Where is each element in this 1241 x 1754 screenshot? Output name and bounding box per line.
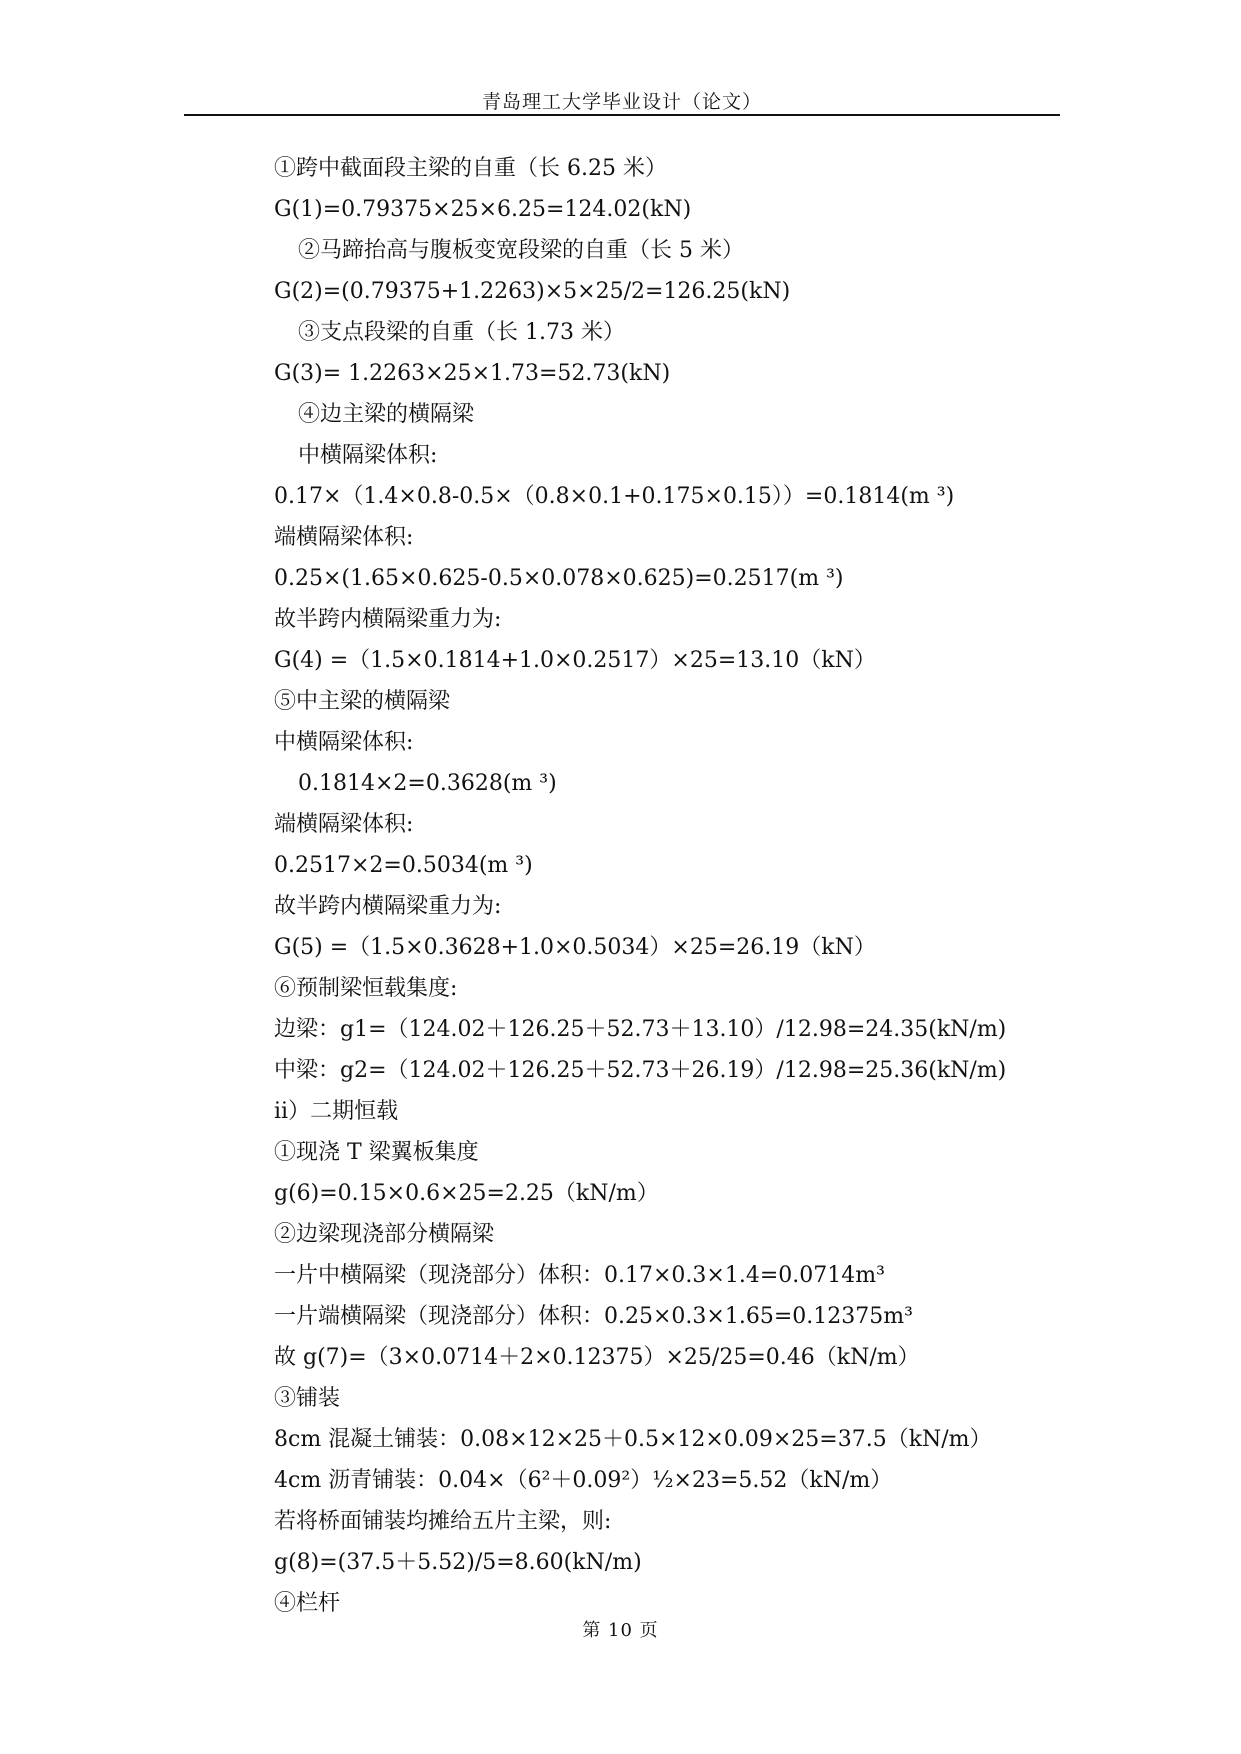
text-line: 4cm 沥青铺装：0.04×（6²＋0.09²）½×23=5.52（kN/m） — [274, 1468, 893, 1493]
text-line: ⑥预制梁恒载集度: — [274, 976, 458, 1001]
text-line: ⑤中主梁的横隔梁 — [274, 689, 451, 714]
text-line: ④边主梁的横隔梁 — [298, 402, 475, 427]
text-line: 中横隔梁体积: — [274, 730, 414, 755]
text-line: G(1)=0.79375×25×6.25=124.02(kN) — [274, 197, 692, 222]
text-line: 端横隔梁体积: — [274, 525, 414, 550]
page-number: 第 10 页 — [582, 1620, 659, 1641]
text-line: 0.1814×2=0.3628(m ³) — [298, 771, 557, 796]
text-line: 端横隔梁体积: — [274, 812, 414, 837]
text-line: 0.17×（1.4×0.8-0.5×（0.8×0.1+0.175×0.15））=0.1814(m ³) — [274, 484, 955, 509]
page-body — [274, 148, 1054, 1624]
text-line: 故 g(7)=（3×0.0714＋2×0.12375）×25/25=0.46（kN/m） — [274, 1345, 920, 1370]
text-line: 中梁：g2=（124.02＋126.25＋52.73＋26.19）/12.98=25.36(kN/m) — [274, 1058, 1007, 1083]
text-line: G(4) =（1.5×0.1814+1.0×0.2517）×25=13.10（kN） — [274, 648, 876, 673]
text-line: ii）二期恒载 — [274, 1099, 399, 1124]
text-line: 中横隔梁体积: — [298, 443, 438, 468]
text-line: G(2)=(0.79375+1.2263)×5×25/2=126.25(kN) — [274, 279, 791, 304]
text-line: G(3)= 1.2263×25×1.73=52.73(kN) — [274, 361, 671, 386]
text-line: 故半跨内横隔梁重力为: — [274, 607, 502, 632]
text-line: 故半跨内横隔梁重力为: — [274, 894, 502, 919]
text-line: 8cm 混凝土铺装：0.08×12×25＋0.5×12×0.09×25=37.5（kN/m） — [274, 1427, 992, 1452]
text-line: ①跨中截面段主梁的自重（长 6.25 米） — [274, 156, 667, 181]
text-line: 边梁：g1=（124.02＋126.25＋52.73＋13.10）/12.98=24.35(kN/m) — [274, 1017, 1007, 1042]
text-line: 若将桥面铺装均摊给五片主梁，则: — [274, 1509, 612, 1534]
text-line: 0.25×(1.65×0.625-0.5×0.078×0.625)=0.2517(m ³) — [274, 566, 844, 591]
text-line: ②马蹄抬高与腹板变宽段梁的自重（长 5 米） — [298, 238, 744, 263]
text-line: g(8)=(37.5＋5.52)/5=8.60(kN/m) — [274, 1550, 642, 1575]
text-line: ①现浇 T 梁翼板集度 — [274, 1140, 479, 1165]
text-line: 一片中横隔梁（现浇部分）体积：0.17×0.3×1.4=0.0714m³ — [274, 1263, 885, 1288]
text-line: 0.2517×2=0.5034(m ³) — [274, 853, 533, 878]
text-line: ②边梁现浇部分横隔梁 — [274, 1222, 495, 1247]
text-line: G(5) =（1.5×0.3628+1.0×0.5034）×25=26.19（kN） — [274, 935, 876, 960]
text-line: ③支点段梁的自重（长 1.73 米） — [298, 320, 625, 345]
text-line: 一片端横隔梁（现浇部分）体积：0.25×0.3×1.65=0.12375m³ — [274, 1304, 913, 1329]
text-line: ④栏杆 — [274, 1591, 341, 1616]
text-line: g(6)=0.15×0.6×25=2.25（kN/m） — [274, 1181, 659, 1206]
header-rule — [184, 114, 1060, 116]
page-header: 青岛理工大学毕业设计（论文） — [481, 91, 762, 113]
text-line: ③铺装 — [274, 1386, 341, 1411]
